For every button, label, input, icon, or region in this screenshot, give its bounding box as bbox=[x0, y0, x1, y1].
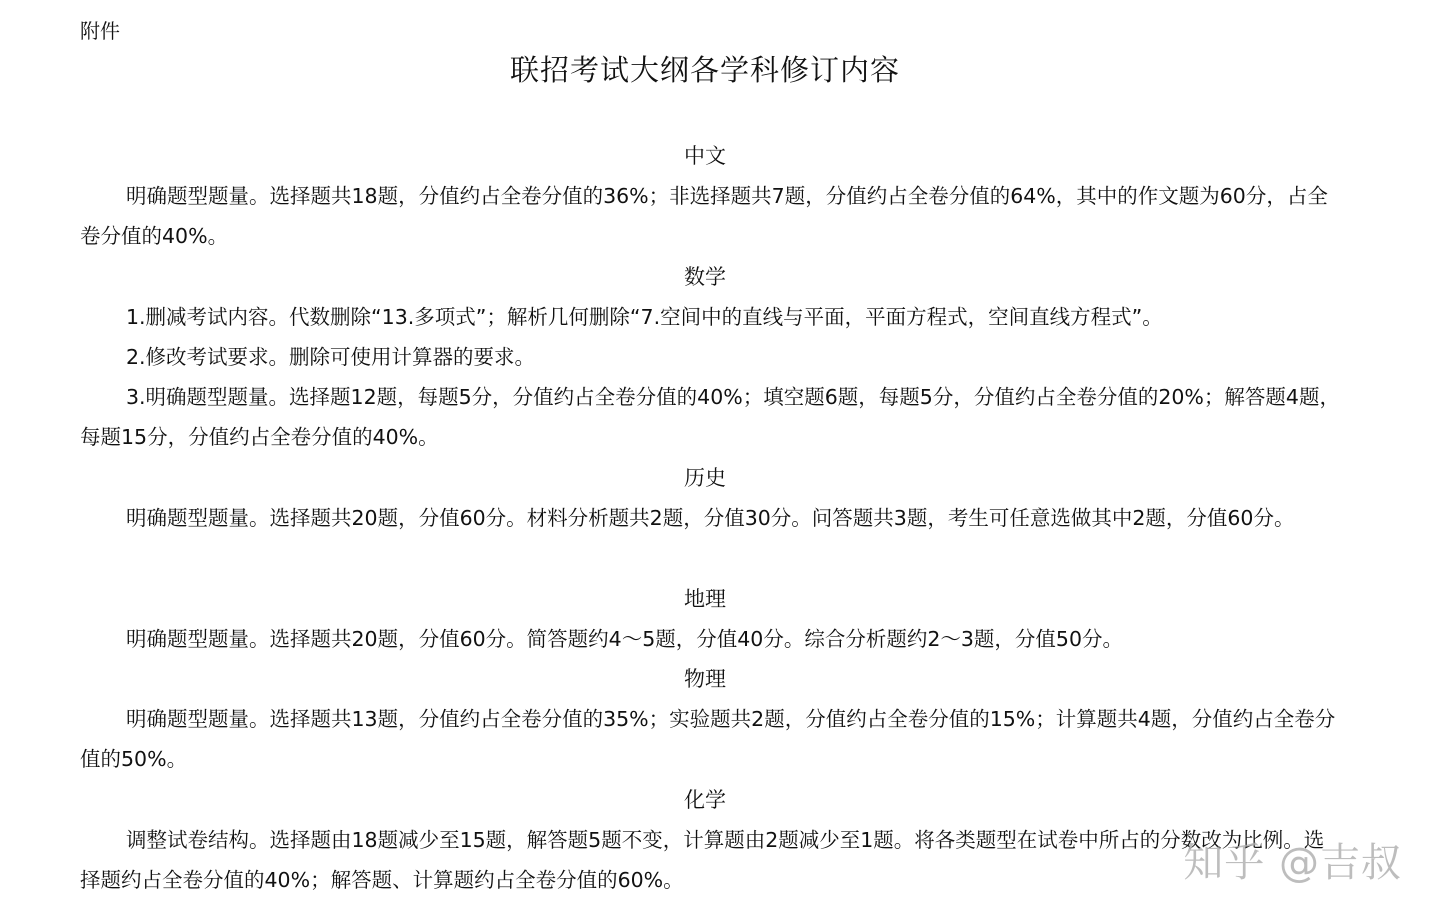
section-paragraph-geography: 明确题型题量。选择题共20题，分值60分。简答题约4～5题，分值40分。综合分析题约2～3题，分值50分。 bbox=[126, 627, 1124, 651]
section-paragraph-math-2: 2.修改考试要求。删除可使用计算器的要求。 bbox=[126, 345, 536, 369]
section-paragraph-math-3: 3.明确题型题量。选择题12题，每题5分，分值约占全卷分值的40%；填空题6题，每题5分，分值约占全卷分值的20%；解答题4题，每题15分，分值约占全卷分值的40%。 bbox=[80, 385, 1340, 449]
section-heading-history: 历史 bbox=[684, 466, 726, 490]
section-heading-physics: 物理 bbox=[684, 667, 726, 691]
zhihu-watermark: 知乎 @吉叔 bbox=[1183, 840, 1402, 886]
section-heading-math: 数学 bbox=[684, 265, 726, 289]
section-heading-chemistry: 化学 bbox=[684, 788, 726, 812]
section-heading-geography: 地理 bbox=[684, 587, 726, 611]
section-paragraph-history: 明确题型题量。选择题共20题，分值60分。材料分析题共2题，分值30分。问答题共3题，考生可任意选做其中2题，分值60分。 bbox=[126, 506, 1295, 530]
section-paragraph-chemistry: 调整试卷结构。选择题由18题减少至15题，解答题5题不变，计算题由2题减少至1题。将各类题型在试卷中所占的分数改为比例。选择题约占全卷分值的40%；解答题、计算题约占全卷分值的60%。 bbox=[80, 828, 1325, 892]
attachment-label: 附件 bbox=[80, 19, 120, 43]
section-paragraph-chinese: 明确题型题量。选择题共18题，分值约占全卷分值的36%；非选择题共7题，分值约占全卷分值的64%，其中的作文题为60分，占全卷分值的40%。 bbox=[80, 184, 1328, 248]
section-paragraph-math-1: 1.删减考试内容。代数删除“13.多项式”；解析几何删除“7.空间中的直线与平面，平面方程式，空间直线方程式”。 bbox=[126, 305, 1163, 329]
section-paragraph-physics: 明确题型题量。选择题共13题，分值约占全卷分值的35%；实验题共2题，分值约占全卷分值的15%；计算题共4题，分值约占全卷分值的50%。 bbox=[80, 707, 1336, 771]
document-title: 联招考试大纲各学科修订内容 bbox=[509, 53, 900, 87]
section-heading-chinese: 中文 bbox=[684, 144, 726, 168]
